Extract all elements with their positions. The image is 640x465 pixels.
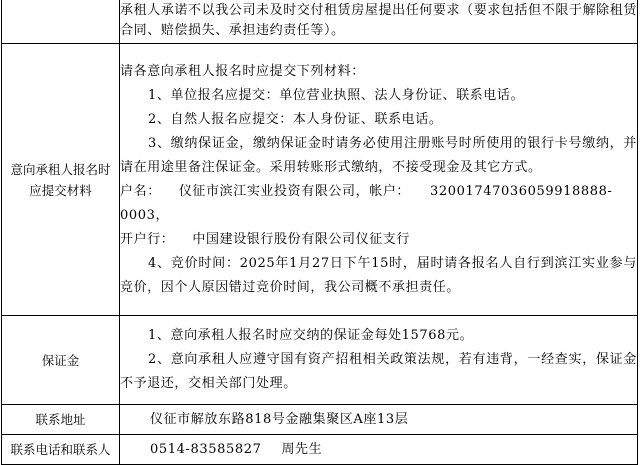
materials-item-3: 3、缴纳保证金，缴纳保证金时请务必使用注册账号时所使用的银行卡号缴纳，并请在用途里备注保证金。采用转账形式缴纳，不接受现金及其它方式。	[120, 135, 637, 175]
materials-item-4: 4、竞价时间：2025年1月27日下午15时，届时请各报名人自行到滨江实业参与竞价，因个人原因错过竞价时间，我公司概不承担责任。	[120, 255, 637, 295]
materials-cell	[120, 44, 638, 316]
label-empty	[2, 0, 120, 44]
row-materials	[2, 44, 638, 316]
row-address	[2, 405, 638, 435]
contact-person: 周先生	[281, 441, 323, 457]
contact-cell	[120, 435, 638, 465]
deposit-item-1: 1、意向承租人报名时应交纳的保证金每处15768元。	[148, 328, 474, 343]
account-name: 仪征市滨江实业投资有限公司，帐户：	[178, 183, 411, 199]
bank-line	[120, 228, 637, 252]
account-number: 32001747036059918888-0003，	[120, 183, 613, 223]
contact-label: 联系电话和联系人	[2, 435, 120, 465]
row-deposit	[2, 316, 638, 405]
bank-label: 开户行：	[120, 231, 175, 247]
materials-label-text: 意向承租人报名时应提交材料	[10, 161, 111, 198]
address-value: 仪征市解放东路818号金融集聚区A座13层	[120, 405, 638, 435]
account-line	[120, 180, 637, 228]
bank-name: 中国建设银行股份有限公司仪征支行	[192, 231, 411, 247]
deposit-item-2: 2、意向承租人应遵守国有资产招租相关政策法规，若有违背，一经查实，保证金不予退还，交相关部门处理。	[120, 352, 637, 391]
materials-item-2: 2、自然人报名应提交：本人身份证、联系电话。	[148, 111, 443, 127]
materials-item-1: 1、单位报名应提交：单位营业执照、法人身份证、联系电话。	[148, 87, 525, 103]
info-table	[1, 0, 638, 465]
contact-phone: 0514-83585827	[150, 441, 262, 457]
commitment-cell	[120, 0, 638, 44]
deposit-label: 保证金	[2, 316, 120, 405]
row-commitment	[2, 0, 638, 44]
account-name-label: 户名：	[120, 183, 161, 199]
row-contact	[2, 435, 638, 465]
commitment-text: 承租人承诺不以我公司未及时交付租赁房屋提出任何要求（要求包括但不限于解除租赁合同、赔偿损失、承担违约责任等）。	[120, 3, 637, 38]
materials-intro: 请各意向承租人报名时应提交下列材料：	[120, 63, 365, 79]
materials-label	[2, 44, 120, 316]
address-label: 联系地址	[2, 405, 120, 435]
deposit-cell	[120, 316, 638, 405]
